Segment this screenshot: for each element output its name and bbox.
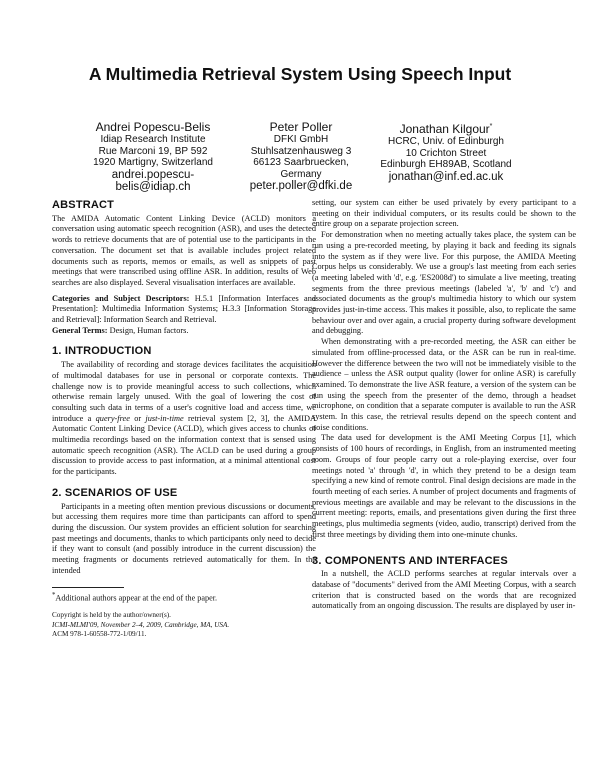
author-address: Stuhlsatzenhausweg 3 <box>250 145 352 157</box>
author-block-1 <box>78 120 228 194</box>
introduction-text <box>52 360 316 478</box>
paper-title: A Multimedia Retrieval System Using Speech Input <box>88 64 512 84</box>
terms-paragraph <box>52 326 316 337</box>
author-address: 10 Crichton Street <box>405 147 487 159</box>
author-email[interactable]: belis@idiap.ch <box>115 181 191 193</box>
author-address: Edinburgh EH89AB, Scotland <box>380 159 512 170</box>
author-address: 66123 Saarbruecken, <box>253 157 349 168</box>
right-column <box>312 198 576 612</box>
author-address: 1920 Martigny, Switzerland <box>93 157 213 168</box>
scenarios-continued-p4: The data used for development is the AMI Meeting Corpus [1], which consists of 100 hours of recordings, in English, from an instrumented meeting room. Groups of four people carry out a role-playing exercise, over four meetings noted 'a' through 'd', in which they pretend to be a design team specifying a new kind of remote control. Final design decisions are made in the fourth meeting of each series. A number of project documents and fragments of previous meetings are available and may be relevant to the discussions in the current meeting: reports, emails, and presentations given during the first three meetings, plus multimedia segments (video, audio, transcript) derived from the first three meetings by dividing them into one-minute chunks. <box>312 433 576 539</box>
intro-text-part: The availability of recording and storage devices facilitates the acquisition of multimodal databases for use in personal or corporate contexts. The challenge now is to provide meaningful access to such collections, which otherwise remain largely unused. With the goal of lowering the cost of consulting such data in terms of a user's cognitive load and access time, we introduce a <box>52 360 316 423</box>
components-text: In a nutshell, the ACLD performs searches at regular intervals over a database of "documents" derived from the AMI Meeting Corpus, with a search criterion that is constructed based on the words that are recognized automatically from an ongoing discussion. The results are displayed by user in- <box>312 569 576 611</box>
author-address: Rue Marconi 19, BP 592 <box>98 145 208 157</box>
intro-text-part: or <box>129 413 146 423</box>
footnote-divider <box>52 587 124 588</box>
categories-label: Categories and Subject Descriptors: <box>52 293 190 303</box>
author-affiliation: HCRC, Univ. of Edinburgh <box>388 136 504 147</box>
copyright-block <box>52 611 316 639</box>
author-email[interactable]: andrei.popescu- <box>111 168 195 181</box>
categories-paragraph <box>52 294 316 326</box>
intro-italic-term: query-free <box>95 413 130 423</box>
author-name: Peter Poller <box>269 120 333 134</box>
scenarios-text: Participants in a meeting often mention previous discussions or documents, but accessing them requires more time than participants can afford to spend during the discussion. Our system provides an efficient solution for searching past meetings and documents, thanks to which participants only need to decide if they want to consult (and possibly introduce in the current discussion) the meeting fragments or documents retrieved automatically for them. In the intended <box>52 501 316 575</box>
author-name: Jonathan Kilgour <box>399 122 490 136</box>
author-affiliation: Idiap Research Institute <box>100 134 206 145</box>
intro-text-part: retrieval system [2, 3], the AMIDA Automatic Content Linking Device (ACLD), which gives access to chunks of multimedia recordings based on the information context that is sensed using automatic speech recognition (ASR). The ACLD can be used during a group discussion to provide access to past information, at a minimal attentional cost for the participants. <box>52 413 316 477</box>
author-block-2 <box>236 120 366 193</box>
introduction-heading: 1. INTRODUCTION <box>52 345 152 358</box>
abstract-heading: ABSTRACT <box>52 199 115 211</box>
author-footnote-mark: * <box>489 123 493 130</box>
scenarios-continued-p3: When demonstrating with a pre-recorded meeting, the ASR can either be simulated from offline-processed data, or the ASR can be run in real-time. However the difference between the two will not be immediately visible to the audience – unless the ASR output quality (lower for online ASR) is carefully examined. To demonstrate the live ASR feature, a version of the system can be run using the speech from the presenter of the demo, through a headset microphone, on condition that a separate computer is available to run the ASR system. In this case, the retrieval results depend on the speech content and noise conditions. <box>312 337 576 432</box>
footnote-mark: * <box>52 591 56 599</box>
left-column <box>52 200 316 639</box>
footnote <box>52 591 316 604</box>
components-heading: 3. COMPONENTS AND INTERFACES <box>312 554 508 567</box>
scenarios-continued-p1: setting, our system can either be used privately by every participant to a meeting on their individual computers, or its results could be shown to the entire group on a separate projection screen. <box>312 198 576 229</box>
author-name-line <box>376 120 516 136</box>
abstract-text: The AMIDA Automatic Content Linking Device (ACLD) monitors a conversation using automatic speech recognition (ASR), and uses the detected words to retrieve documents that are of potential use to the participants in the conversation. The document set that is available includes project related documents such as reports, memos or emails, as well as snippets of past meetings that were transcribed using offline ASR. In addition, results of Web searches are also displayed. Several visualisation interfaces are available. <box>52 213 316 287</box>
author-address: Germany <box>280 168 322 180</box>
footnote-text: Additional authors appear at the end of the paper. <box>55 593 218 603</box>
author-name: Andrei Popescu-Belis <box>95 120 211 134</box>
categories-text: H.5.1 [Information Interfaces and Presentation]: Multimedia Information Systems; H.3.3 [Information Storage and Retrieval]: Information Search and Retrieval. <box>52 293 317 325</box>
conference-line: ICMI-MLMI'09, November 2–4, 2009, Cambridge, MA, USA. <box>52 620 230 629</box>
intro-italic-term: just-in-time <box>145 413 184 423</box>
author-block-3 <box>376 120 516 183</box>
author-email[interactable]: peter.poller@dfki.de <box>249 180 353 192</box>
scenarios-continued-p2: For demonstration when no meeting actually takes place, the system can be run using a pre-recorded meeting, by playing it back and feeding its signals into the system as if they were live. For this purpose, the AMIDA Meeting Corpus helps us considerably. We use a group's last meeting from each series (a meeting labeled with 'd', e.g. 'ES2008d') to simulate a live meeting, treating segments from the three previous meetings (labeled 'a', 'b' and 'c') and associated documents as the group's multimedia history to which our system provides just-in-time access. This makes it possible, also, to replicate the same behaviour over and over again, a crucial property during software development and debugging. <box>312 230 576 336</box>
scenarios-heading: 2. SCENARIOS OF USE <box>52 486 178 499</box>
author-email[interactable]: jonathan@inf.ed.ac.uk <box>388 170 504 183</box>
terms-label: General Terms: <box>52 325 108 335</box>
acm-line: ACM 978-1-60558-772-1/09/11. <box>52 630 147 639</box>
author-affiliation: DFKI GmbH <box>273 134 329 145</box>
copyright-line: Copyright is held by the author/owner(s). <box>52 611 171 620</box>
terms-text: Design, Human factors. <box>109 325 189 335</box>
